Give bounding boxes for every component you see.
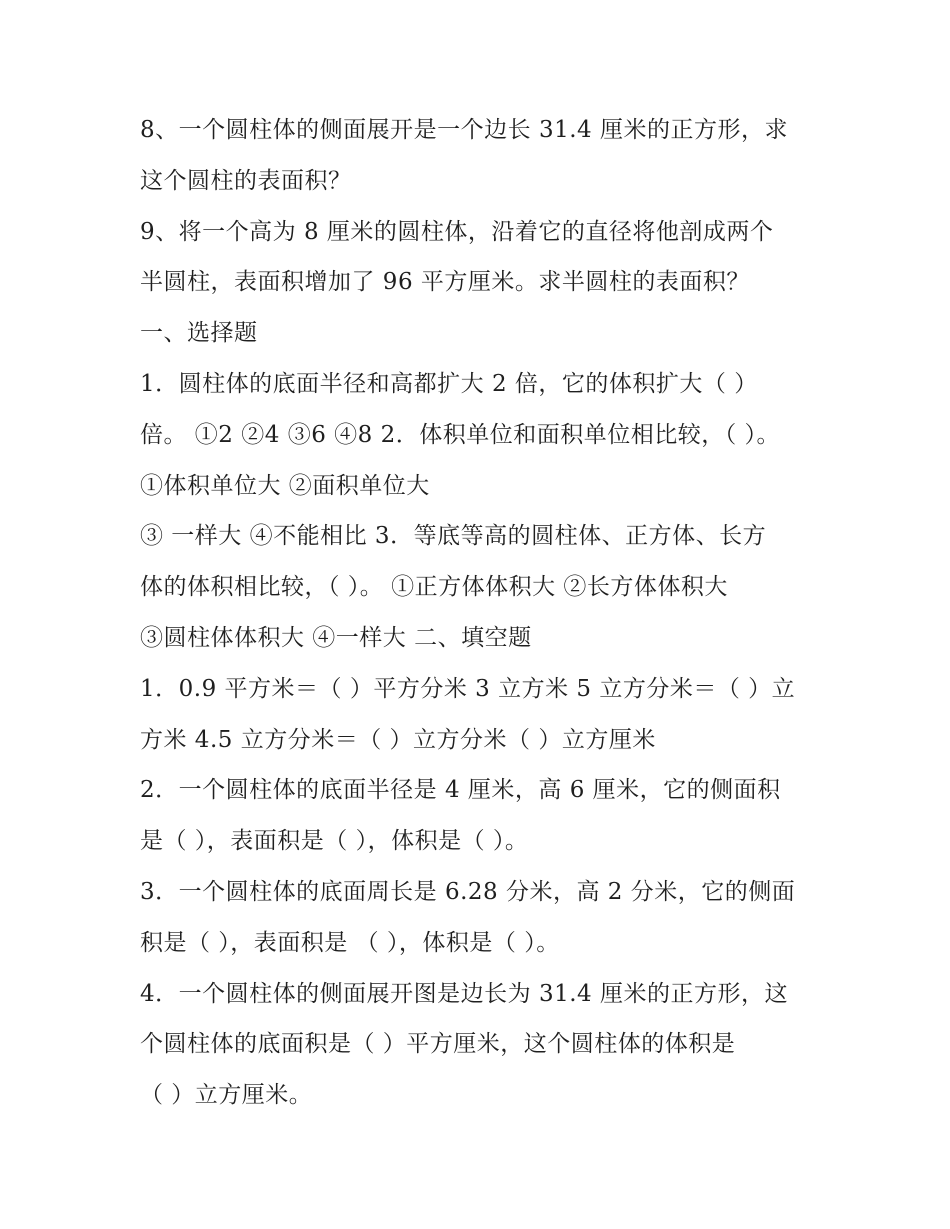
fill-question-1-line-1: 1．0.9 平方米＝（ ）平方分米 3 立方米 5 立方分米＝（ ）立 [140, 675, 796, 702]
fill-question-3-line-2: 积是（ ），表面积是 （ ），体积是（ ）。 [140, 929, 560, 956]
document-body [140, 105, 820, 1121]
fill-question-2-line-1: 2．一个圆柱体的底面半径是 4 厘米，高 6 厘米，它的侧面积 [140, 777, 781, 804]
choice-question-1-2-line: 倍。 ①2 ②4 ③6 ④8 2．体积单位和面积单位相比较，（ ）。 [140, 421, 781, 448]
choice-question-1-line-1: 1．圆柱体的底面半径和高都扩大 2 倍，它的体积扩大（ ） [140, 370, 758, 397]
question-9-line-2: 半圆柱，表面积增加了 96 平方厘米。求半圆柱的表面积？ [140, 269, 750, 296]
question-9-line-1: 9、将一个高为 8 厘米的圆柱体，沿着它的直径将他剖成两个 [140, 218, 774, 245]
choice-question-2-options-line: ①体积单位大 ②面积单位大 [140, 472, 430, 499]
question-8-line-1: 8、一个圆柱体的侧面展开是一个边长 31.4 厘米的正方形，求 [140, 117, 788, 143]
fill-question-1-line-2: 方米 4.5 立方分米＝（ ）立方分米（ ）立方厘米 [140, 726, 656, 753]
choice-question-2-3-line: ③ 一样大 ④不能相比 3．等底等高的圆柱体、正方体、长方 [140, 523, 767, 550]
section-heading-choice: 一、选择题 [140, 320, 258, 347]
choice-question-3-line: 体的体积相比较，（ ）。 ①正方体体积大 ②长方体体积大 [140, 574, 728, 601]
choice-question-3-options-line: ③圆柱体体积大 ④一样大 二、填空题 [140, 624, 532, 651]
fill-question-2-line-2: 是（ ），表面积是（ ），体积是（ ）。 [140, 828, 529, 855]
fill-question-3-line-1: 3．一个圆柱体的底面周长是 6.28 分米，高 2 分米，它的侧面 [140, 878, 796, 905]
fill-question-4-line-2: 个圆柱体的底面积是（ ）平方厘米，这个圆柱体的体积是 [140, 1031, 736, 1058]
fill-question-4-line-3: （ ）立方厘米。 [140, 1082, 313, 1109]
question-8-line-2: 这个圆柱的表面积？ [140, 167, 352, 194]
fill-question-4-line-1: 4．一个圆柱体的侧面展开图是边长为 31.4 厘米的正方形，这 [140, 980, 788, 1007]
